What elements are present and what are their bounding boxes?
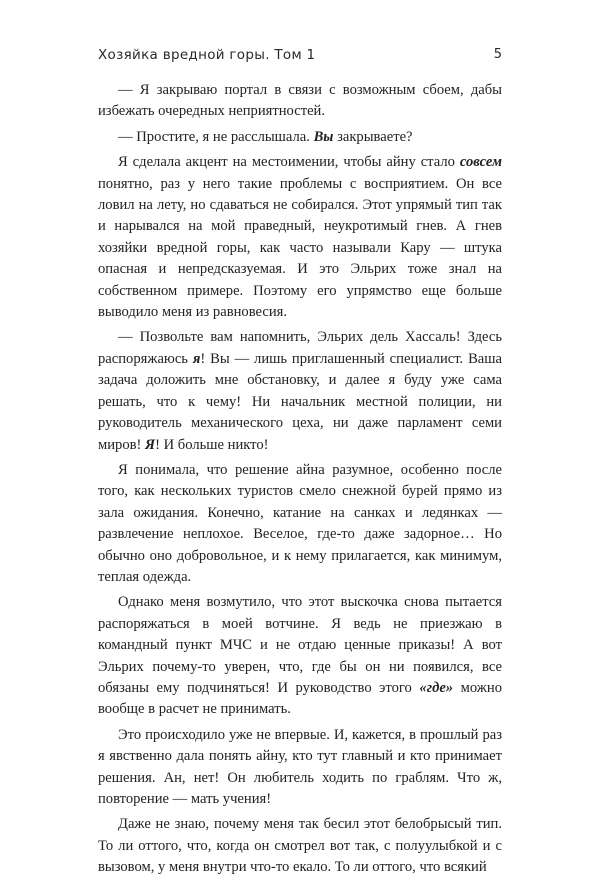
emphasis-text: я — [192, 350, 201, 367]
paragraph — [98, 152, 502, 323]
paragraph-text: можно вообще в расчет не принимать. — [98, 679, 503, 718]
emphasis-text: Я — [145, 436, 156, 453]
paragraph-text: ! Вы — лишь приглашенный специалист. Ваша задача доложить мне обстановку, и далее я буду уже сама решать, что к чему! Ни начальник местной полиции, ни руководитель механического цеха, ни даже парламент семи миров! — [98, 350, 502, 453]
running-title: Хозяйка вредной горы. Том 1 — [98, 47, 316, 63]
paragraph — [98, 814, 502, 878]
paragraph-text: — Я закрываю портал в связи с возможным сбоем, дабы избежать очередных неприятностей. — [98, 82, 502, 120]
paragraph-text: Однако меня возмутило, что этот выскочка снова пытается распоряжаться в моей вотчине. Я ведь не приезжаю в командный пункт МЧС и не отдаю ценные приказы! А вот Эльрих почему-то уверен, что, где бы он ни появился, все обязаны ему подчиняться! И руководство этого — [98, 594, 502, 696]
paragraph — [98, 127, 502, 148]
paragraph — [98, 327, 502, 455]
paragraph — [98, 460, 502, 588]
emphasis-text: Вы — [313, 128, 334, 145]
paragraph — [98, 725, 502, 811]
emphasis-text: «где» — [419, 679, 454, 696]
page-number: 5 — [493, 47, 502, 62]
paragraph-text: Я понимала, что решение айна разумное, особенно после того, как нескольких туристов смело снежной бурей прямо из зала ожидания. Конечно, катание на санках и ледянках — развлечение неплохое. Веселое, где-то даже задорное… Но обычно оно добровольное, и к нему прилагается, как минимум, теплая одежда. — [98, 461, 502, 585]
paragraph-text: понятно, раз у него такие проблемы с восприятием. Он все ловил на лету, но сдаваться не собирался. Этот упрямый тип так и нарывался на мой праведный, неукротимый гнев. А гнев хозяйки вредной горы, как часто называли Кару — штука опасная и непредсказуемая. И это Эльрих тоже знал на собственном примере. Поэтому его упрямство еще больше выводило меня из равновесия. — [98, 175, 502, 321]
paragraph-text: — Простите, я не расслышала. — [118, 128, 314, 145]
paragraph-text: — Позвольте вам напомнить, Эльрих дель Хассаль! Здесь распоряжаюсь — [98, 329, 502, 367]
paragraph-text: Это происходило уже не впервые. И, кажется, в прошлый раз я явственно дала понять айну, кто тут главный и кто принимает решения. Ан, нет! Он любитель ходить по граблям. Что ж, повторение — мать учения! — [98, 726, 502, 807]
paragraph — [98, 80, 502, 123]
emphasis-text: совсем — [459, 154, 502, 171]
paragraph-text: закрываете? — [333, 128, 413, 145]
page-header — [98, 47, 502, 71]
paragraph-text: Даже не знаю, почему меня так бесил этот белобрысый тип. То ли оттого, что, когда он смотрел вот так, с полуулыбкой и с вызовом, у меня внутри что-то екало. То ли оттого, что всякий — [98, 816, 502, 876]
page-body — [98, 80, 502, 883]
paragraph — [98, 592, 502, 720]
paragraph-text: ! И больше никто! — [155, 436, 269, 453]
paragraph-text: Я сделала акцент на местоимении, чтобы айну стало — [118, 154, 460, 171]
